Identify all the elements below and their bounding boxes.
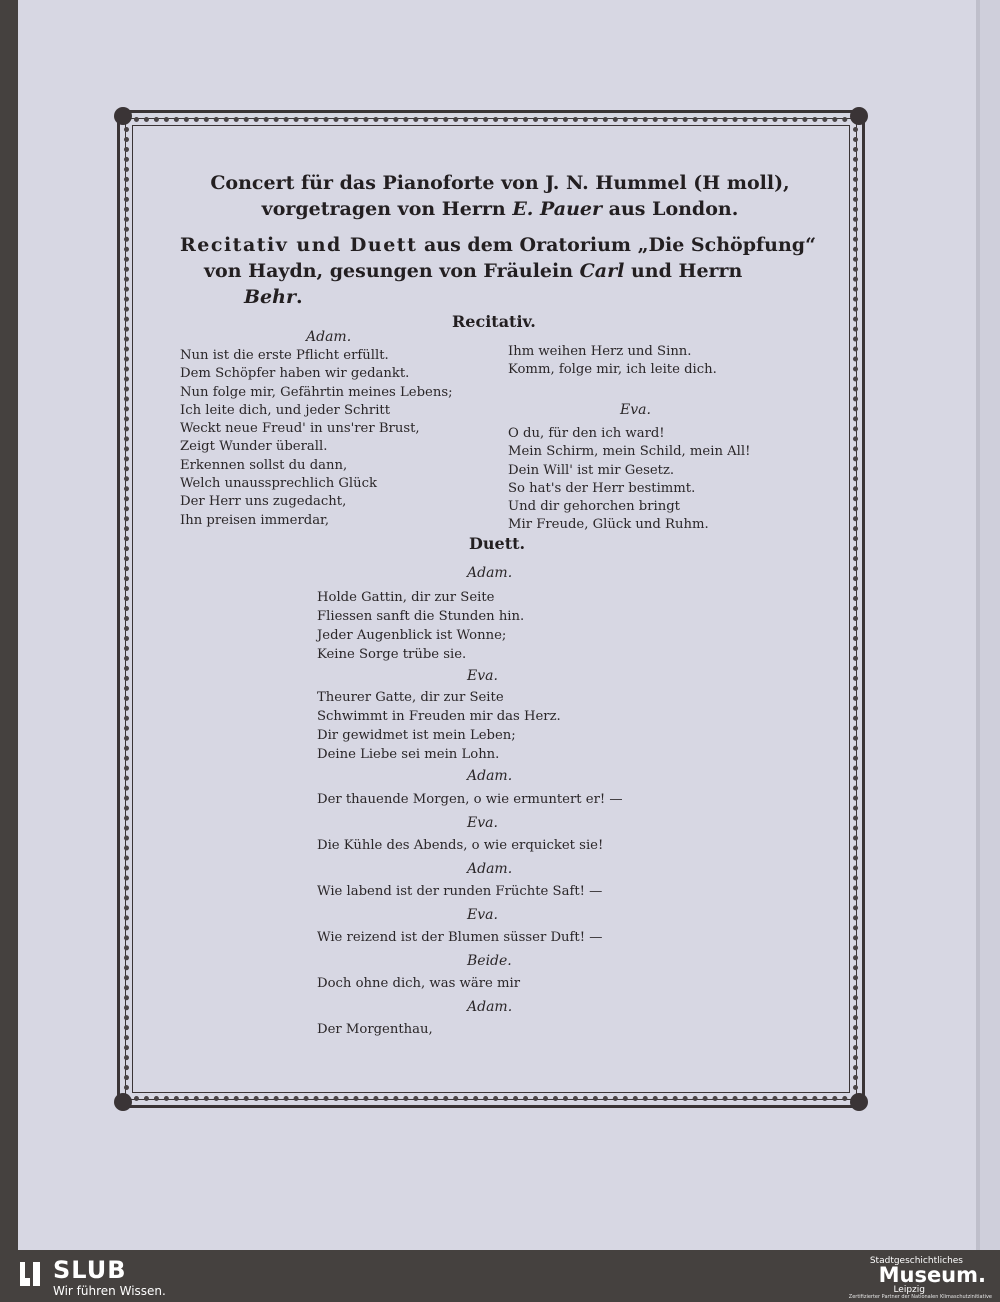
recitativ-title-line1 [180,232,820,258]
recitativ-adam-continued [508,343,717,380]
verse-line: Der thauende Morgen, o wie ermuntert er! — [317,792,623,807]
verse-line: Die Kühle des Abends, o wie erquicket sie! [317,838,604,853]
adjacent-page-strip [980,0,1000,1250]
verse-line: Wie labend ist der runden Früchte Saft! — [317,884,603,899]
slub-logo-icon [16,1260,44,1288]
corner-ornament [114,107,132,125]
verse-line: Erkennen sollst du dann, [180,457,348,473]
recitativ-title [180,232,820,310]
verse-line: Mir Freude, Glück und Ruhm. [508,517,709,533]
verse-line: Mein Schirm, mein Schild, mein All! [508,444,751,460]
verse-line: Dem Schöpfer haben wir gedankt. [180,366,410,382]
verse-line: Schwimmt in Freuden mir das Herz. [317,709,561,724]
verse-line: Ihn preisen immerdar, [180,512,330,528]
slub-wordmark: SLUB [53,1256,127,1284]
duett-eva-stanza [317,688,561,764]
museum-certification-note: Zertifizierter Partner der Nationalen Klimaschutzinitiative [848,1294,992,1300]
recitativ-title-text: und Herrn [624,260,743,282]
corner-ornament [114,1093,132,1111]
verse-line: Zeigt Wunder überall. [180,439,328,455]
museum-wordmark: Museum. [878,1263,986,1287]
verse-line: O du, für den ich ward! [508,426,665,441]
museum-prefix: Stadtgeschichtliches [869,1256,963,1266]
concert-text: vorgetragen von Herrn [261,198,513,220]
concert-text: aus London. [602,198,739,220]
performer-name: E. Pauer [512,198,603,220]
speaker-eva: Eva. [467,815,498,831]
speaker-adam: Adam. [306,329,352,345]
speaker-eva: Eva. [467,907,498,923]
verse-line: Dir gewidmet ist mein Leben; [317,728,516,743]
recitativ-title-spaced: Recitativ und Duett [180,234,418,256]
recitativ-adam-text [180,347,453,530]
singer-name: Carl [579,260,625,282]
verse-line: Nun ist die erste Pflicht erfüllt. [180,348,389,363]
museum-city: Leipzig [893,1285,925,1295]
verse-line: Ihm weihen Herz und Sinn. [508,344,692,359]
slub-tagline: Wir führen Wissen. [53,1284,166,1298]
speaker-eva: Eva. [467,668,498,684]
verse-line: Weckt neue Freud' in uns'rer Brust, [180,421,420,437]
verse-line: Jeder Augenblick ist Wonne; [317,628,507,643]
recitativ-title-line2 [180,258,820,284]
verse-line: Komm, folge mir, ich leite dich. [508,362,717,378]
recitativ-title-text: . [295,286,303,308]
speaker-adam: Adam. [467,768,513,784]
verse-line: Nun folge mir, Gefährtin meines Lebens; [180,384,453,400]
verse-line: Der Herr uns zugedacht, [180,494,347,510]
recitativ-heading: Recitativ. [452,312,536,331]
recitativ-title-line3 [180,284,820,310]
duett-adam-stanza [317,588,524,664]
verse-line: Doch ohne dich, was wäre mir [317,976,521,991]
verse-line: Theurer Gatte, dir zur Seite [317,690,504,705]
verse-line: Holde Gattin, dir zur Seite [317,590,495,605]
singer-name: Behr [244,286,296,308]
speaker-adam: Adam. [467,999,513,1015]
verse-line: Ich leite dich, und jeder Schritt [180,402,391,418]
concert-title [180,170,820,222]
verse-line: So hat's der Herr bestimmt. [508,480,696,496]
corner-ornament [850,1093,868,1111]
corner-ornament [850,107,868,125]
speaker-adam: Adam. [467,565,513,581]
speaker-eva: Eva. [620,402,651,418]
concert-title-line1: Concert für das Pianoforte von J. N. Hummel (H moll), [210,172,790,194]
verse-line: Wie reizend ist der Blumen süsser Duft! — [317,930,603,945]
recitativ-eva-text [508,425,750,535]
verse-line: Und dir gehorchen bringt [508,499,680,515]
recitativ-title-text: aus dem Oratorium „Die Schöpfung“ [417,234,817,256]
speaker-adam: Adam. [467,861,513,877]
duett-heading: Duett. [469,534,526,553]
verse-line: Dein Will' ist mir Gesetz. [508,462,675,478]
speaker-beide: Beide. [467,953,512,969]
concert-title-line2 [180,196,820,222]
verse-line: Keine Sorge trübe sie. [317,647,467,662]
recitativ-title-text: von Haydn, gesungen von Fräulein [204,260,580,282]
verse-line: Welch unaussprechlich Glück [180,476,378,492]
verse-line: Deine Liebe sei mein Lohn. [317,747,500,762]
verse-line: Der Morgenthau, [317,1022,433,1037]
verse-line: Fliessen sanft die Stunden hin. [317,609,525,624]
